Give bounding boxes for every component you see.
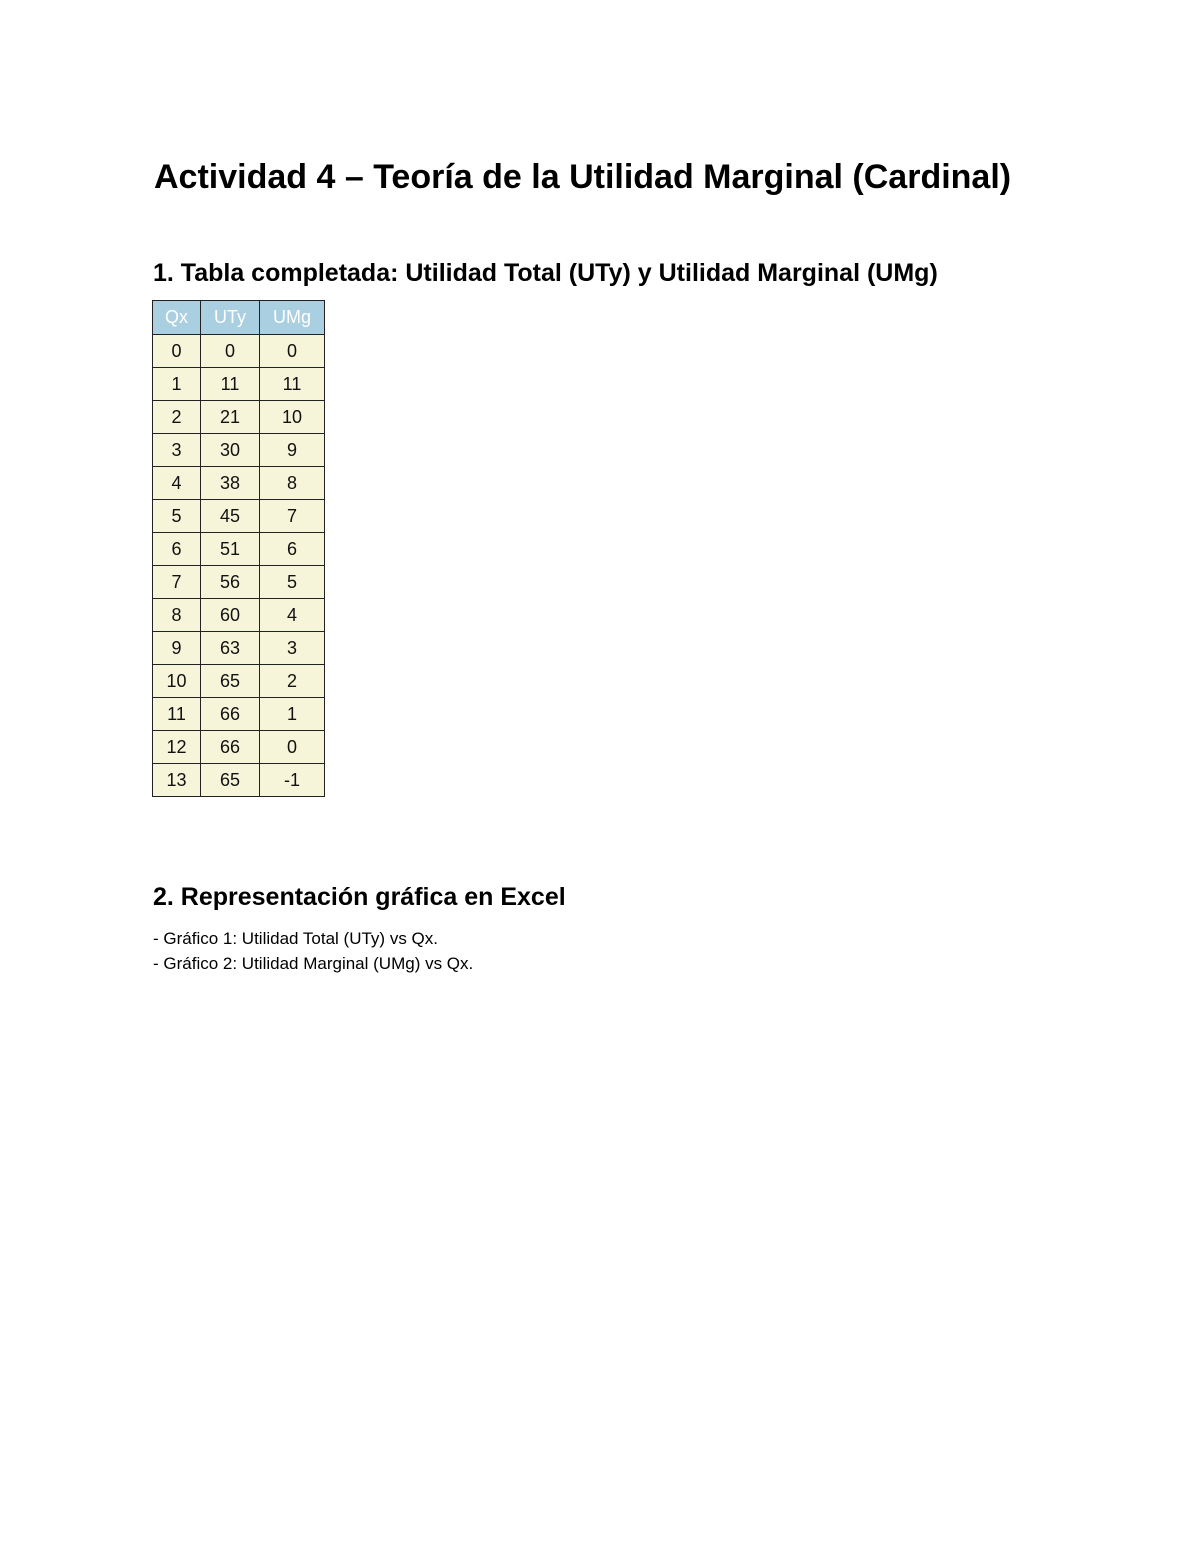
section-heading-charts: 2. Representación gráfica en Excel [153,883,566,911]
cell-uty: 45 [201,500,260,533]
chart-list [153,926,473,976]
cell-qx: 5 [153,500,201,533]
header-umg: UMg [260,301,325,335]
header-qx: Qx [153,301,201,335]
table-row [153,731,325,764]
table-row [153,434,325,467]
cell-uty: 51 [201,533,260,566]
utility-table [152,300,325,797]
page-title: Actividad 4 – Teoría de la Utilidad Marginal (Cardinal) [154,158,1012,196]
table-row [153,335,325,368]
table-row [153,764,325,797]
cell-uty: 30 [201,434,260,467]
cell-qx: 6 [153,533,201,566]
table-row [153,533,325,566]
cell-uty: 65 [201,665,260,698]
cell-uty: 21 [201,401,260,434]
cell-qx: 0 [153,335,201,368]
cell-uty: 65 [201,764,260,797]
cell-qx: 7 [153,566,201,599]
cell-umg: 11 [260,368,325,401]
table-row [153,467,325,500]
cell-uty: 66 [201,731,260,764]
cell-qx: 4 [153,467,201,500]
cell-umg: 0 [260,731,325,764]
table-row [153,368,325,401]
table-body [153,335,325,797]
cell-umg: 2 [260,665,325,698]
cell-uty: 66 [201,698,260,731]
table-row [153,698,325,731]
cell-umg: -1 [260,764,325,797]
cell-umg: 5 [260,566,325,599]
table-row [153,599,325,632]
table-row [153,500,325,533]
cell-umg: 3 [260,632,325,665]
cell-umg: 10 [260,401,325,434]
cell-qx: 11 [153,698,201,731]
section-heading-table: 1. Tabla completada: Utilidad Total (UTy) y Utilidad Marginal (UMg) [153,259,938,287]
table-header-row [153,301,325,335]
cell-uty: 60 [201,599,260,632]
cell-uty: 38 [201,467,260,500]
cell-qx: 12 [153,731,201,764]
cell-umg: 6 [260,533,325,566]
cell-umg: 0 [260,335,325,368]
table-row [153,632,325,665]
list-item: - Gráfico 2: Utilidad Marginal (UMg) vs Qx. [153,954,474,973]
cell-uty: 11 [201,368,260,401]
cell-umg: 8 [260,467,325,500]
table-row [153,566,325,599]
cell-uty: 63 [201,632,260,665]
header-uty: UTy [201,301,260,335]
cell-umg: 4 [260,599,325,632]
cell-qx: 10 [153,665,201,698]
cell-umg: 9 [260,434,325,467]
cell-uty: 0 [201,335,260,368]
cell-qx: 2 [153,401,201,434]
cell-umg: 1 [260,698,325,731]
cell-qx: 3 [153,434,201,467]
cell-qx: 9 [153,632,201,665]
table-row [153,401,325,434]
table-row [153,665,325,698]
cell-umg: 7 [260,500,325,533]
cell-uty: 56 [201,566,260,599]
cell-qx: 8 [153,599,201,632]
cell-qx: 1 [153,368,201,401]
list-item: - Gráfico 1: Utilidad Total (UTy) vs Qx. [153,929,438,948]
cell-qx: 13 [153,764,201,797]
